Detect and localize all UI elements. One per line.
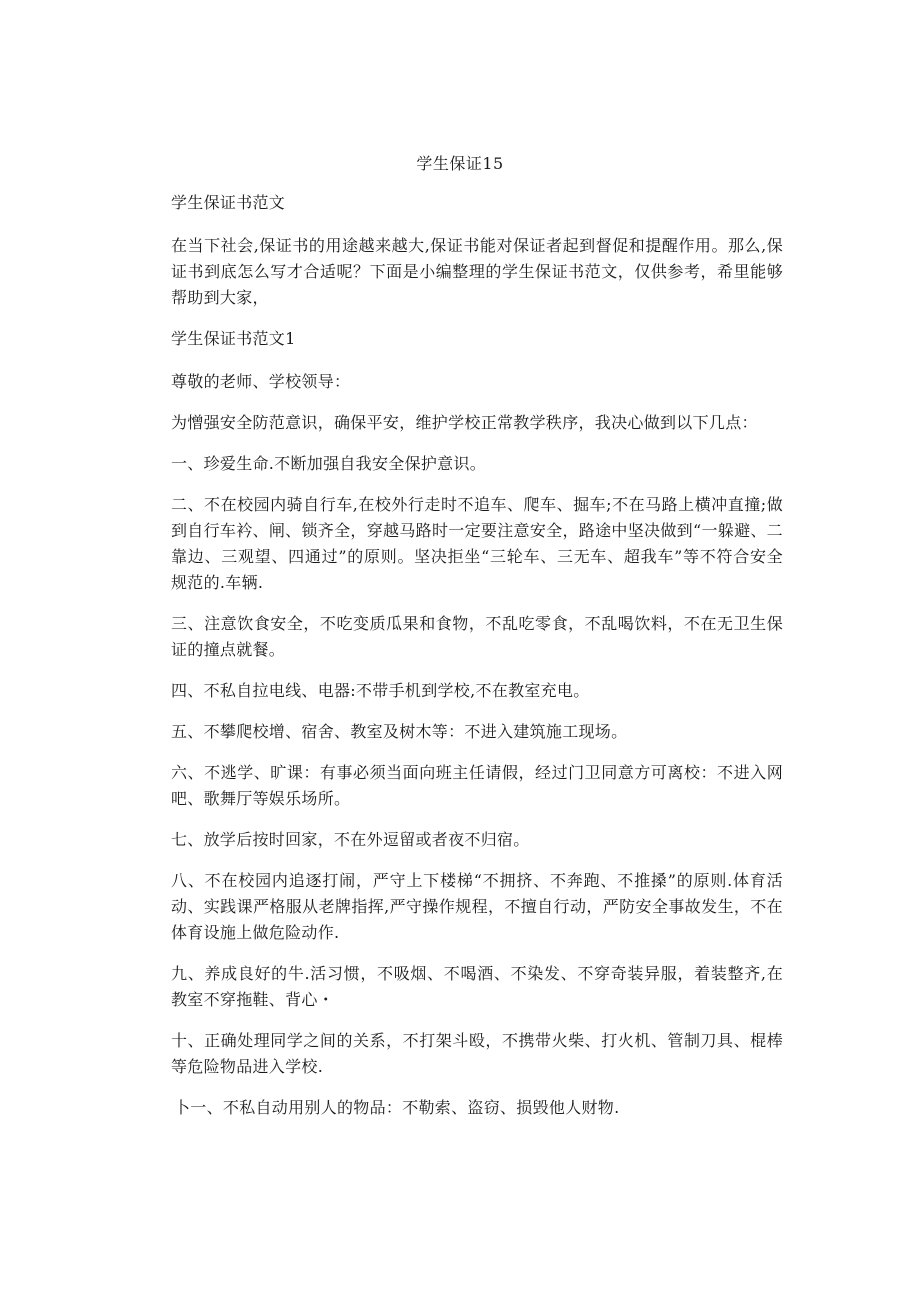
pledge-item-9: 九、养成良好的牛.活习惯，不吸烟、不喝酒、不染发、不穿奇装异服，着装整齐,在教室不穿拖鞋、背心・ (171, 964, 783, 1009)
section-heading: 学生保证书范文 (171, 193, 286, 212)
pledge-item-1: 一、珍爱生命.不断加强自我安全保护意识。 (171, 454, 487, 473)
pledge-item-7: 七、放学后按时回家，不在外逗留或者夜不归宿。 (171, 830, 530, 849)
pledge-item-3: 三、注意饮食安全，不吃变质瓜果和食物，不乱吃零食，不乱喝饮料，不在无卫生保证的撞点就餐。 (171, 614, 783, 659)
pledge-item-4: 四、不私自拉电线、电器:不带手机到学校,不在教室充电。 (171, 681, 590, 700)
intro-paragraph: 在当下社会,保证书的用途越来越大,保证书能对保证者起到督促和提醒作用。那么,保证书到底怎么写才合适呢？下面是小编整理的学生保证书范文，仅供参考，希里能够帮助到大家， (171, 236, 783, 307)
section-subheading: 学生保证书范文1 (171, 329, 296, 348)
pledge-item-6: 六、不逃学、旷课：有事必须当面向班主任请假，经过门卫同意方可离校：不进入网吧、歌舞厅等娱乐场所。 (171, 763, 783, 808)
pledge-item-10: 十、正确处理同学之间的关系，不打架斗殴，不携带火柴、打火机、管制刀具、棍棒等危险物品进入学校. (171, 1031, 783, 1076)
pledge-item-2: 二、不在校园内骑自行车,在校外行走时不追车、爬车、掘车;不在马路上横冲直撞;做到自行车衿、闸、锁齐全，穿越马路时一定要注意安全，路途中坚决做到“一躲避、二靠边、三观望、四通过”的原则。坚决拒坐“三轮车、三无车、超我车”等不符合安全规范的.车辆. (171, 495, 783, 592)
pledge-item-11: 卜一、不私自动用别人的物品：不勒索、盗窃、损毁他人财物. (174, 1098, 620, 1117)
salutation: 尊敬的老师、学校领导： (171, 372, 351, 391)
pledge-item-5: 五、不攀爬校增、宿舍、教室及树木等：不进入建筑施工现场。 (171, 722, 628, 741)
document-title: 学生保证15 (416, 154, 504, 173)
pledge-intro: 为憎强安全防范意识，确保平安，维护学校正常教学秩序，我决心做到以下几点： (171, 413, 758, 432)
document-body (171, 190, 783, 1136)
pledge-item-8: 八、不在校园内追逐打闹，严守上下楼梯“不拥挤、不奔跑、不推搡”的原则.体育活动、实践课严格服从老牌指挥,严守操作规程，不擅自行动，严防安全事故发生，不在体育设施上做危险动作. (171, 871, 783, 942)
